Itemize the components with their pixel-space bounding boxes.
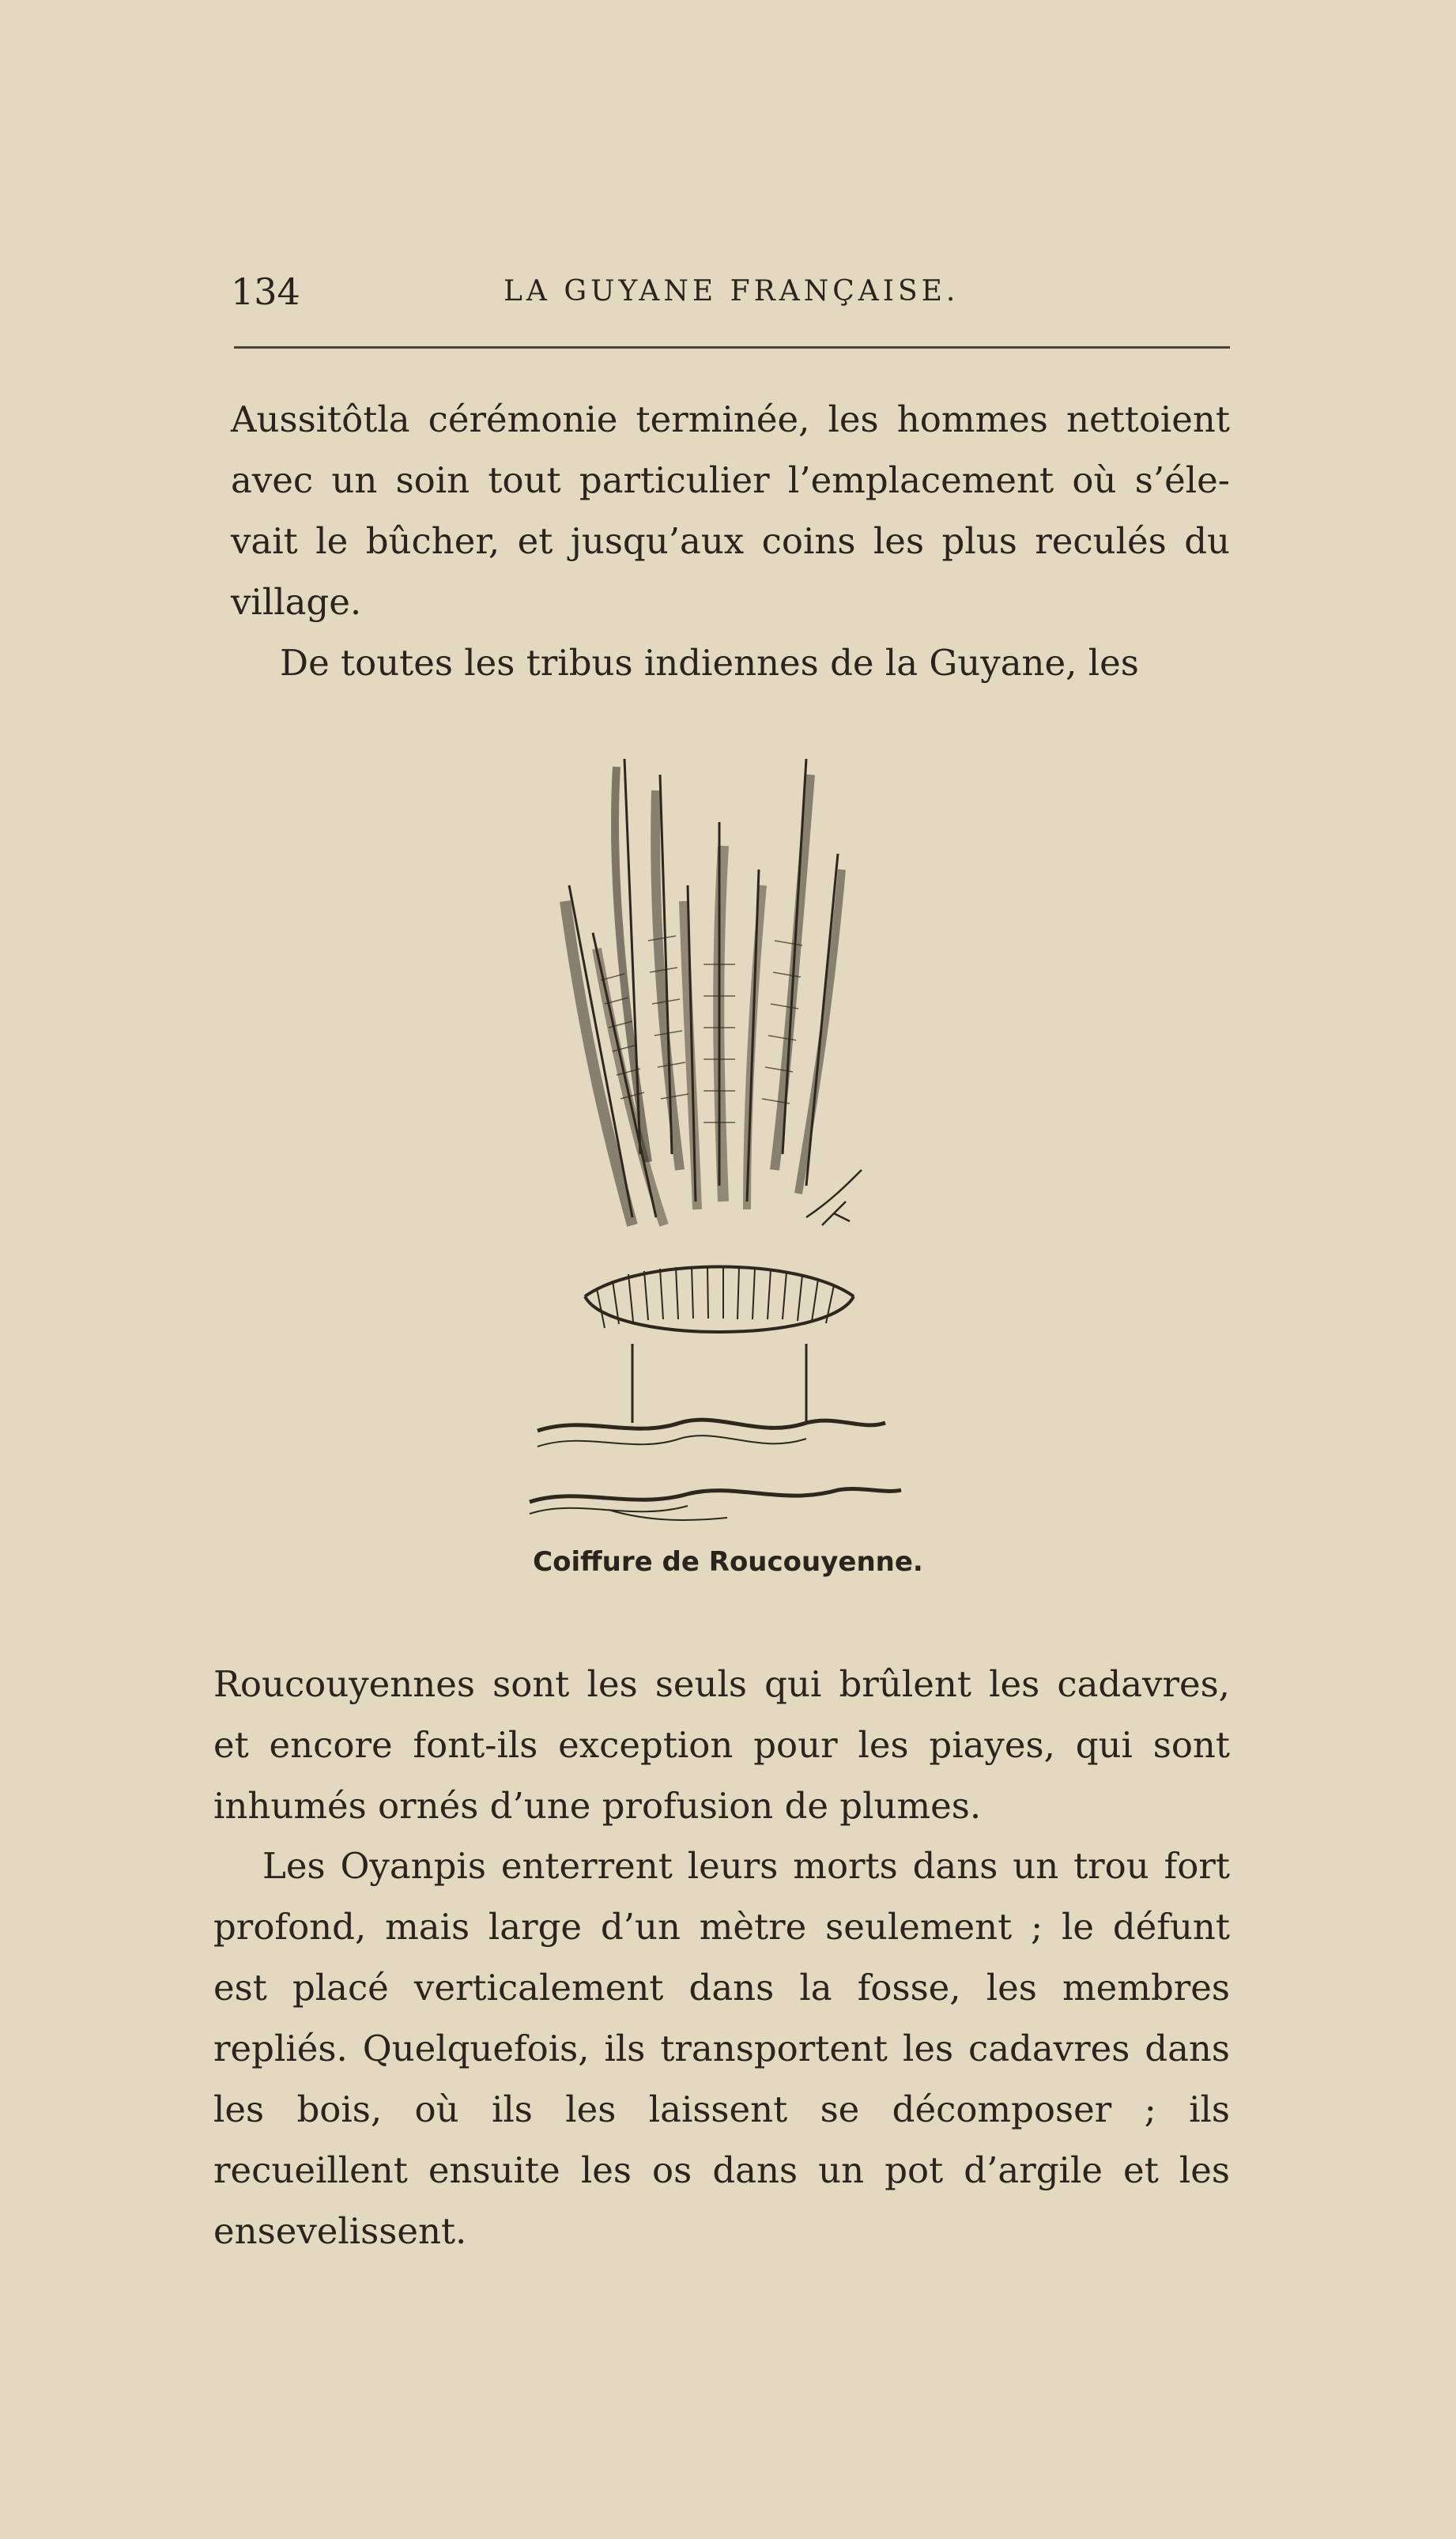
feather-headdress-engraving-icon xyxy=(522,743,917,1526)
page-header xyxy=(231,270,1230,318)
paragraph-1: Aussitôtla cérémonie terminée, les hommes nettoient avec un soin tout particulier l’emplacement où s’élevait le bûcher, et jusqu’aux coins les plus reculés du village. xyxy=(231,398,1230,623)
header-rule xyxy=(234,346,1230,349)
running-title: LA GUYANE FRANÇAISE. xyxy=(504,275,960,307)
figure-caption: Coiffure de Roucouyenne. xyxy=(533,1546,923,1578)
paragraph-4: Les Oyanpis enterrent leurs morts dans un trou fort profond, mais large d’un mètre seulement ; le défunt est placé verticalement dans la fosse, les membres repliés. Quelquefois, ils transportent les cadavres dans les bois, où ils les laissent se décomposer ; ils recueillent ensuite les os dans un pot d’argile et les ensevelissent. xyxy=(213,1845,1230,2252)
paragraph-3: Roucouyennes sont les seuls qui brûlent les cadavres, et encore font-ils exception pour les piayes, qui sont inhumés ornés d’une profusion de plumes. xyxy=(213,1663,1230,1827)
paragraph-2: De toutes les tribus indiennes de la Guyane, les xyxy=(280,642,1139,684)
page-number: 134 xyxy=(231,270,300,313)
